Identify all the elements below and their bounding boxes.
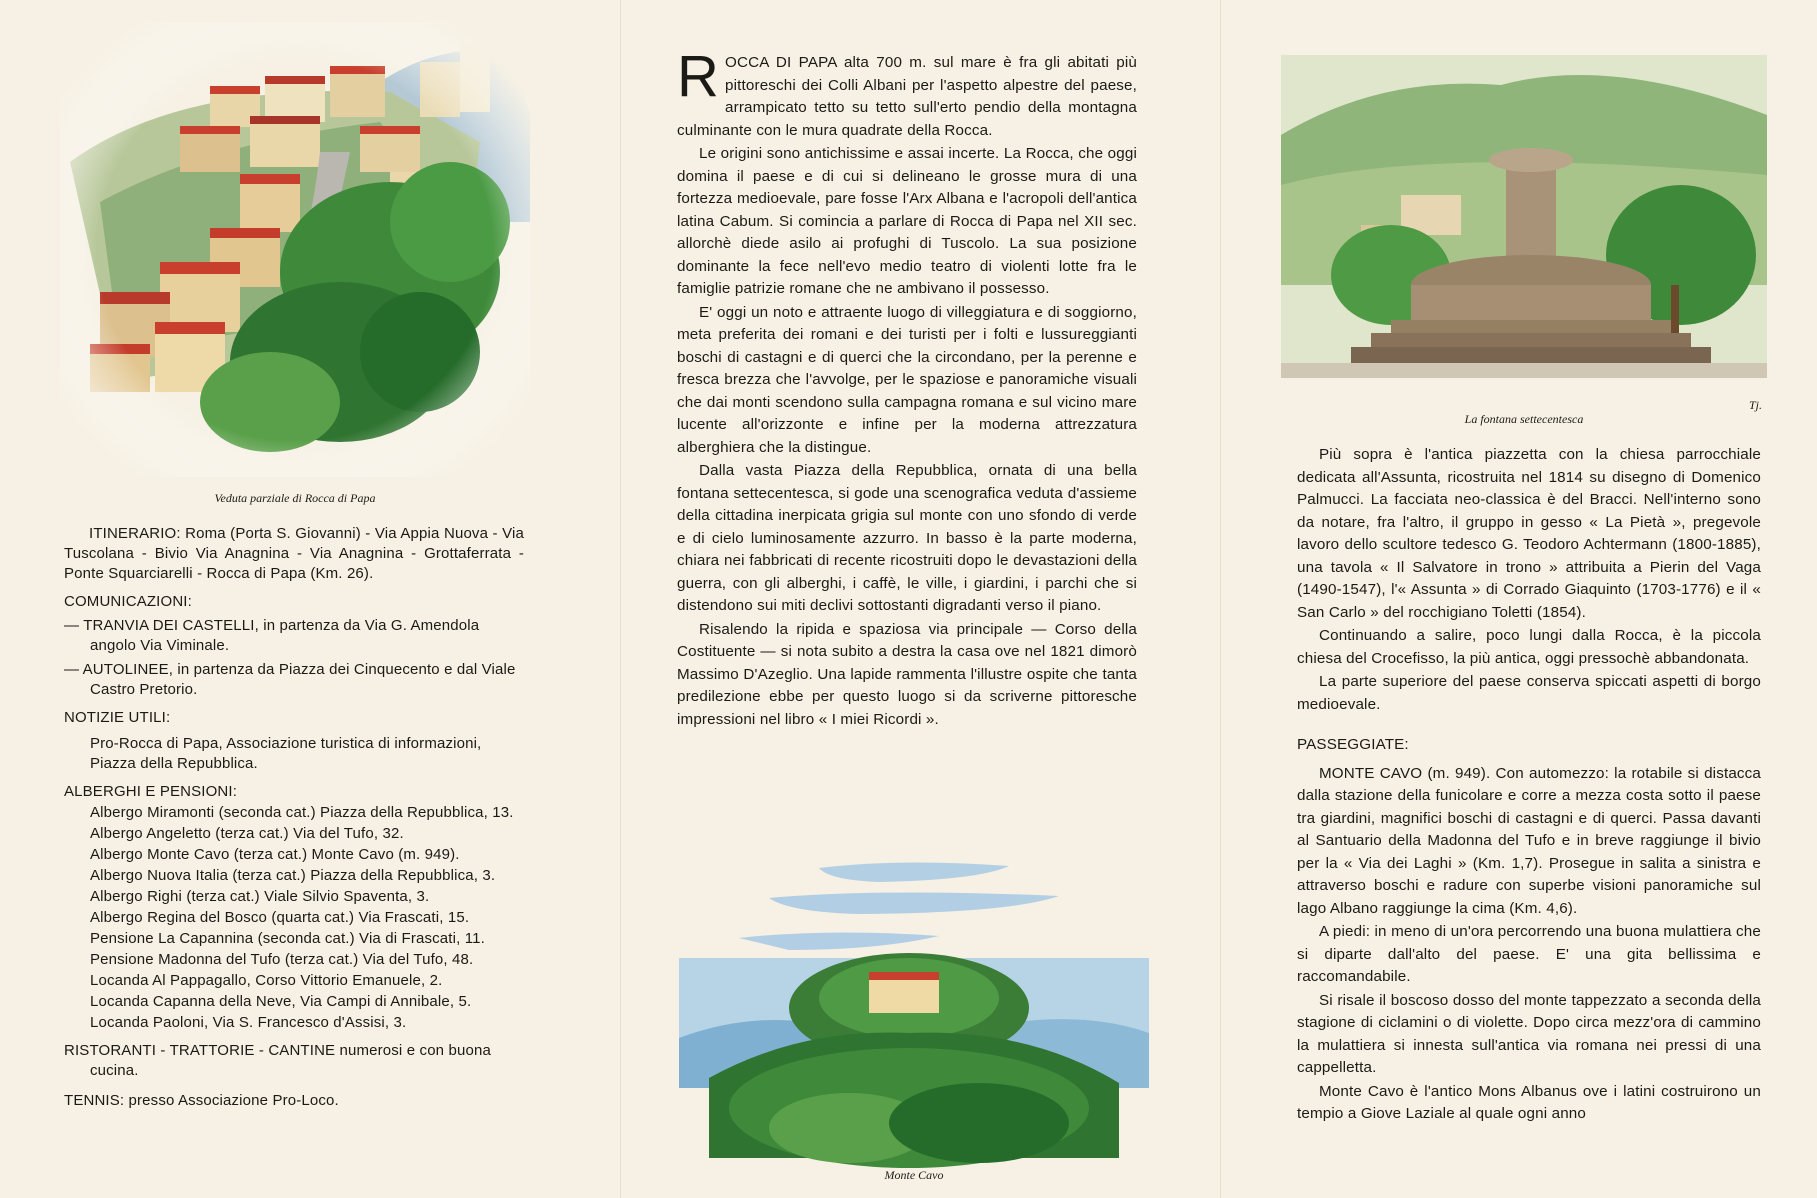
walk-paragraph: A piedi: in meno di un'ora percorrendo una buona mulattiera che si diparte dall'alto del paese. E' una gita bellissima e raccomandabile. — [1297, 923, 1761, 985]
article-paragraph: Dalla vasta Piazza della Repubblica, ornata di una bella fontana settecentesca, si gode una scenografica veduta d'assieme della cittadina inerpicata grigia sul monte con uno sfondo di verde e di cielo luminosamente azzurro. In basso è la parte moderna, chiara nei fabbricati di recente ricostruiti dopo le devastazioni della guerra, con gli alberghi, i caffè, le ville, i giardini, i parchi che si distendono sui miti declivi sottostanti digradanti verso il piano. — [677, 462, 1137, 614]
communications-heading: COMUNICAZIONI: — [64, 593, 192, 610]
main-article — [677, 44, 1137, 731]
image-caption: Monte Cavo — [884, 1168, 944, 1182]
rocca-di-papa-illustration — [60, 22, 530, 477]
walks-article — [1297, 444, 1761, 1126]
article-paragraph: Le origini sono antichissime e assai incerte. La Rocca, che oggi domina il paese e di cui si delineano le grosse mura di una fortezza medioevale, pare fosse l'Arx Albana e l'acropoli dell'antica latina Cabum. Si comincia a parlare di Rocca di Papa nel XII sec. allorchè diede asilo ai profughi di Tuscolo. La sua posizione dominante la fece nell'evo medio teatro di violenti lotte fra le famiglie patrizie romane che ne ambivano il possesso. — [677, 145, 1137, 297]
left-panel — [0, 0, 620, 1198]
tennis: TENNIS: presso Associazione Pro-Loco. — [64, 1092, 339, 1109]
fountain-illustration — [1281, 55, 1767, 378]
hotel-entry: Locanda Al Pappagallo, Corso Vittorio Emanuele, 2. — [90, 972, 443, 989]
walk-paragraph: Monte Cavo è l'antico Mons Albanus ove i latini costruirono un tempio a Giove Laziale al quale ogni anno — [1297, 1082, 1761, 1122]
article-paragraph: Più sopra è l'antica piazzetta con la chiesa parrocchiale dedicata all'Assunta, ricostruita nel 1814 su disegno di Domenico Palmucci. La facciata neo-classica è del Bracci. Nell'interno sono da notare, fra l'altro, il gruppo in gesso « La Pietà », pregevole lavoro dello scultore tedesco G. Teodoro Achtermann (1800-1885), una tavola « Il Salvatore in trono » attribuita a Pierin del Vaga (1490-1547), l'« Assunta » di Corrado Giaquinto (1703-1776) e il « San Carlo » del rocchigiano Toletti (1854). — [1297, 446, 1761, 621]
hotel-entry: Albergo Nuova Italia (terza cat.) Piazza della Repubblica, 3. — [90, 867, 496, 884]
monte-cavo-illustration — [679, 858, 1149, 1178]
article-paragraph: E' oggi un noto e attraente luogo di villeggiatura e di soggiorno, meta preferita dei romani e dei turisti per i folti e lussureggianti boschi di castagni e di querci che la circondano, per la perenne e fresca brezza che l'avvolge, per le spaziose e panoramiche visuali che dai monti scendono sulla campagna romana e sul vicino mare lucente all'orizzonte e infine per la moderna attrezzatura alberghiera che la distingue. — [677, 303, 1137, 456]
list-item: — TRANVIA DEI CASTELLI, in partenza da Via G. Amendola angolo Via Viminale. — [64, 617, 480, 654]
hotel-entry: Locanda Paoloni, Via S. Francesco d'Assisi, 3. — [90, 1014, 407, 1031]
article-paragraph: ROCCA DI PAPA alta 700 m. sul mare è fra gli abitati più pittoreschi dei Colli Albani per l'aspetto alpestre del paese, arrampicato tetto su tetto sull'erto pendio della montagna culminante con le mura quadrate della Rocca. — [677, 44, 1137, 139]
hotel-entry: Pensione Madonna del Tufo (terza cat.) Via del Tufo, 48. — [90, 951, 474, 968]
image-caption: La fontana settecentesca — [1464, 412, 1584, 426]
right-panel — [1220, 0, 1817, 1198]
walks-heading: PASSEGGIATE: — [1297, 736, 1409, 753]
restaurants: RISTORANTI - TRATTORIE - CANTINE numerosi e con buona cucina. — [64, 1042, 491, 1079]
useful-text: Pro-Rocca di Papa, Associazione turistica di informazioni, Piazza della Repubblica. — [90, 735, 482, 772]
hotel-entry: Albergo Regina del Bosco (quarta cat.) Via Frascati, 15. — [90, 909, 470, 926]
hotel-entry: Albergo Angeletto (terza cat.) Via del Tufo, 32. — [90, 825, 404, 842]
itinerary: ITINERARIO: Roma (Porta S. Giovanni) - Via Appia Nuova - Via Tuscolana - Bivio Via Anagnina - Via Anagnina - Grottaferrata - Ponte Squarciarelli - Rocca di Papa (Km. 26). — [64, 525, 524, 582]
list-item: — AUTOLINEE, in partenza da Piazza dei Cinquecento e dal Viale Castro Pretorio. — [64, 661, 516, 698]
image-caption: Veduta parziale di Rocca di Papa — [214, 491, 376, 505]
drop-cap: R — [677, 44, 720, 109]
article-paragraph: Risalendo la ripida e spaziosa via principale — Corso della Costituente — si nota subito a destra la casa ove nel 1821 dimorò Massimo D'Azeglio. Una lapide rammenta l'illustre ospite che tanta predilezione ebbe per questo luogo si da scriverne pittoresche impressioni nel libro « I miei Ricordi ». — [677, 620, 1137, 728]
artist-signature: Tj. — [1749, 398, 1763, 412]
hotels-heading: ALBERGHI E PENSIONI: — [64, 783, 238, 800]
info-list — [64, 524, 524, 1111]
walk-paragraph: MONTE CAVO (m. 949). Con automezzo: la rotabile si distacca dalla stazione della funicolare e corre a mezza costa sotto il paese tra giardini, magnifici boschi di castagni e di querci. Passa davanti al Santuario della Madonna del Tufo e in breve raggiunge il bivio per la « Via dei Laghi » (Km. 1,7). Prosegue in salita a sinistra e attraverso boschi e radure con superbe visioni panoramiche sul lago Albano raggiunge la cima (Km. 4,6). — [1297, 764, 1761, 917]
article-paragraph: Continuando a salire, poco lungi dalla Rocca, è la piccola chiesa del Crocefisso, la più antica, oggi pressochè abbandonata. — [1297, 627, 1761, 667]
useful-heading: NOTIZIE UTILI: — [64, 709, 171, 726]
walk-paragraph: Si risale il boscoso dosso del monte tappezzato a seconda della stagione di ciclamini o di violette. Dopo circa mezz'ora di cammino la mulattiera si innesta sull'antica via romana nei pressi di una cappelletta. — [1297, 991, 1761, 1076]
hotel-entry: Albergo Righi (terza cat.) Viale Silvio Spaventa, 3. — [90, 888, 430, 905]
hotel-entry: Albergo Monte Cavo (terza cat.) Monte Cavo (m. 949). — [90, 846, 460, 863]
article-paragraph: La parte superiore del paese conserva spiccati aspetti di borgo medioevale. — [1297, 673, 1761, 713]
center-panel — [620, 0, 1221, 1198]
hotel-entry: Locanda Capanna della Neve, Via Campi di Annibale, 5. — [90, 993, 472, 1010]
hotel-entry: Pensione La Capannina (seconda cat.) Via di Frascati, 11. — [90, 930, 485, 947]
hotel-entry: Albergo Miramonti (seconda cat.) Piazza della Repubblica, 13. — [90, 804, 514, 821]
